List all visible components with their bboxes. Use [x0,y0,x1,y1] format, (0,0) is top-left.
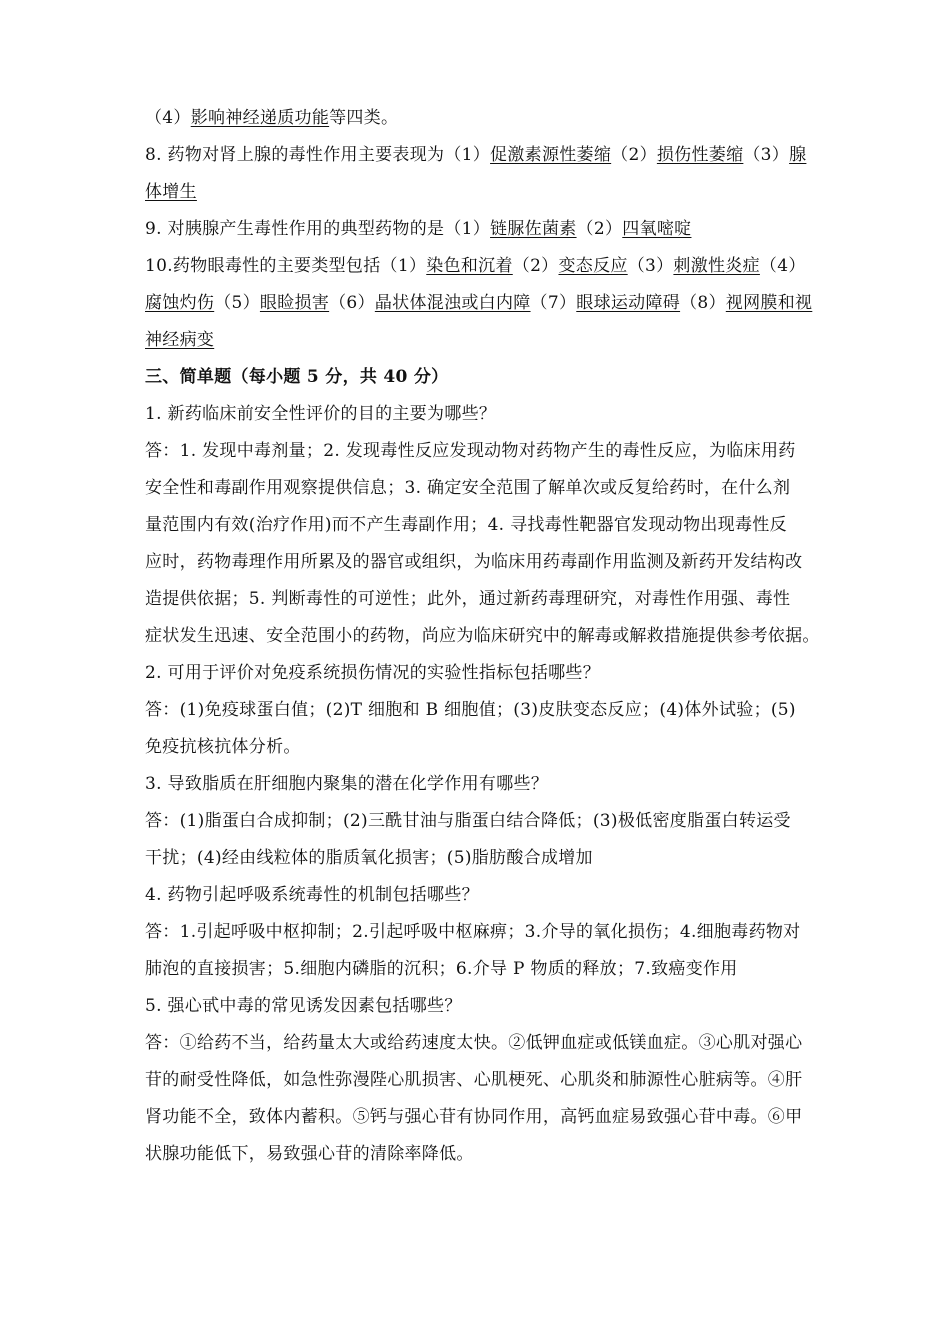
text-segment: 1. 新药临床前安全性评价的目的主要为哪些？ [145,404,497,424]
text-segment: （4） [145,108,191,128]
text-segment: 等四类。 [329,108,399,128]
section-heading [145,359,865,396]
text-line [145,729,865,766]
answer-blank: 晶状体混浊或白内障 [374,293,531,313]
text-segment: 安全性和毒副作用观察提供信息；3. 确定安全范围了解单次或反复给药时，在什么剂 [145,478,791,498]
text-line [145,877,865,914]
answer-blank: 影响神经递质功能 [190,108,330,128]
text-line [145,692,865,729]
text-segment: （8） [680,293,726,313]
text-segment: 答：①给药不当，给药量太大或给药速度太快。②低钾血症或低镁血症。③心肌对强心 [145,1033,803,1053]
document-page [145,100,865,1173]
answer-blank: 促激素源性萎缩 [490,145,612,165]
text-segment: （3） [743,145,790,165]
text-segment: 3. 导致脂质在肝细胞内聚集的潜在化学作用有哪些？ [145,774,549,794]
text-line [145,988,865,1025]
text-line [145,433,865,470]
text-segment: 应时，药物毒理作用所累及的器官或组织，为临床用药毒副作用监测及新药开发结构改 [145,552,803,572]
text-segment: 答：1. 发现中毒剂量；2. 发现毒性反应发现动物对药物产生的毒性反应，为临床用药 [145,441,796,461]
text-segment: 干扰；(4)经由线粒体的脂质氧化损害；(5)脂肪酸合成增加 [145,848,593,868]
text-segment: （6） [329,293,375,313]
text-segment: （2） [512,256,559,276]
answer-blank: 腺 [789,145,807,165]
text-line [145,544,865,581]
text-segment: 肺泡的直接损害；5.细胞内磷脂的沉积；6.介导 P 物质的释放；7.致癌变作用 [145,959,738,979]
answer-blank: 视网膜和视 [725,293,813,313]
text-line [145,285,865,322]
text-segment: 2. 可用于评价对免疫系统损伤情况的实验性指标包括哪些？ [145,663,601,683]
text-line [145,211,865,248]
text-line [145,1136,865,1173]
text-segment: （3） [627,256,674,276]
text-segment: （5） [214,293,260,313]
answer-blank: 眼球运动障碍 [576,293,681,313]
text-line [145,766,865,803]
text-line [145,1025,865,1062]
answer-blank: 神经病变 [145,330,215,350]
text-line [145,248,865,285]
answer-blank: 刺激性炎症 [673,256,760,276]
answer-blank: 腐蚀灼伤 [145,293,215,313]
text-line [145,470,865,507]
text-segment: 造提供依据；5. 判断毒性的可逆性；此外，通过新药毒理研究，对毒性作用强、毒性 [145,589,791,609]
text-segment: （2） [576,219,623,239]
text-line [145,840,865,877]
text-segment: 10.药物眼毒性的主要类型包括（1） [145,256,427,276]
answer-blank: 四氧嘧啶 [622,219,692,239]
text-segment: 8. 药物对肾上腺的毒性作用主要表现为（1） [145,145,491,165]
text-segment: 肾功能不全，致体内蓄积。⑤钙与强心苷有协同作用，高钙血症易致强心苷中毒。⑥甲 [145,1107,803,1127]
answer-blank: 损伤性萎缩 [656,145,744,165]
answer-blank: 染色和沉着 [426,256,513,276]
text-segment: 答：(1)免疫球蛋白值；(2)T 细胞和 B 细胞值；(3)皮肤变态反应；(4)体外试验；(5) [145,700,796,720]
text-segment: （7） [530,293,577,313]
text-segment: 三、简单题（每小题 5 分，共 40 分） [145,367,449,387]
text-line [145,951,865,988]
text-line [145,100,865,137]
text-segment: 症状发生迅速、安全范围小的药物，尚应为临床研究中的解毒或解救措施提供参考依据。 [145,626,820,646]
text-segment: （4） [759,256,806,276]
text-segment: 量范围内有效(治疗作用)而不产生毒副作用；4. 寻找毒性靶器官发现动物出现毒性反 [145,515,787,535]
answer-blank: 变态反应 [558,256,628,276]
answer-blank: 链脲佐菌素 [490,219,577,239]
text-segment: 9. 对胰腺产生毒性作用的典型药物的是（1） [145,219,491,239]
text-line [145,507,865,544]
text-segment: 答：1.引起呼吸中枢抑制；2.引起呼吸中枢麻痹；3.介导的氧化损伤；4.细胞毒药物对 [145,922,801,942]
text-line [145,137,865,174]
text-line [145,655,865,692]
text-line [145,618,865,655]
answer-blank: 体增生 [145,182,197,202]
text-segment: 4. 药物引起呼吸系统毒性的机制包括哪些？ [145,885,479,905]
text-line [145,1099,865,1136]
text-segment: 苷的耐受性降低，如急性弥漫陛心肌损害、心肌梗死、心肌炎和肺源性心脏病等。④肝 [145,1070,803,1090]
text-line [145,803,865,840]
text-line [145,914,865,951]
text-line [145,174,865,211]
text-segment: 5. 强心甙中毒的常见诱发因素包括哪些？ [145,996,462,1016]
text-line [145,322,865,359]
text-line [145,396,865,433]
text-line [145,581,865,618]
text-line [145,1062,865,1099]
text-segment: 状腺功能低下，易致强心苷的清除率降低。 [145,1144,474,1164]
answer-blank: 眼睑损害 [259,293,330,313]
text-segment: 答：(1)脂蛋白合成抑制；(2)三酰甘油与脂蛋白结合降低；(3)极低密度脂蛋白转运受 [145,811,791,831]
text-segment: 免疫抗核抗体分析。 [145,737,301,757]
text-segment: （2） [611,145,657,165]
